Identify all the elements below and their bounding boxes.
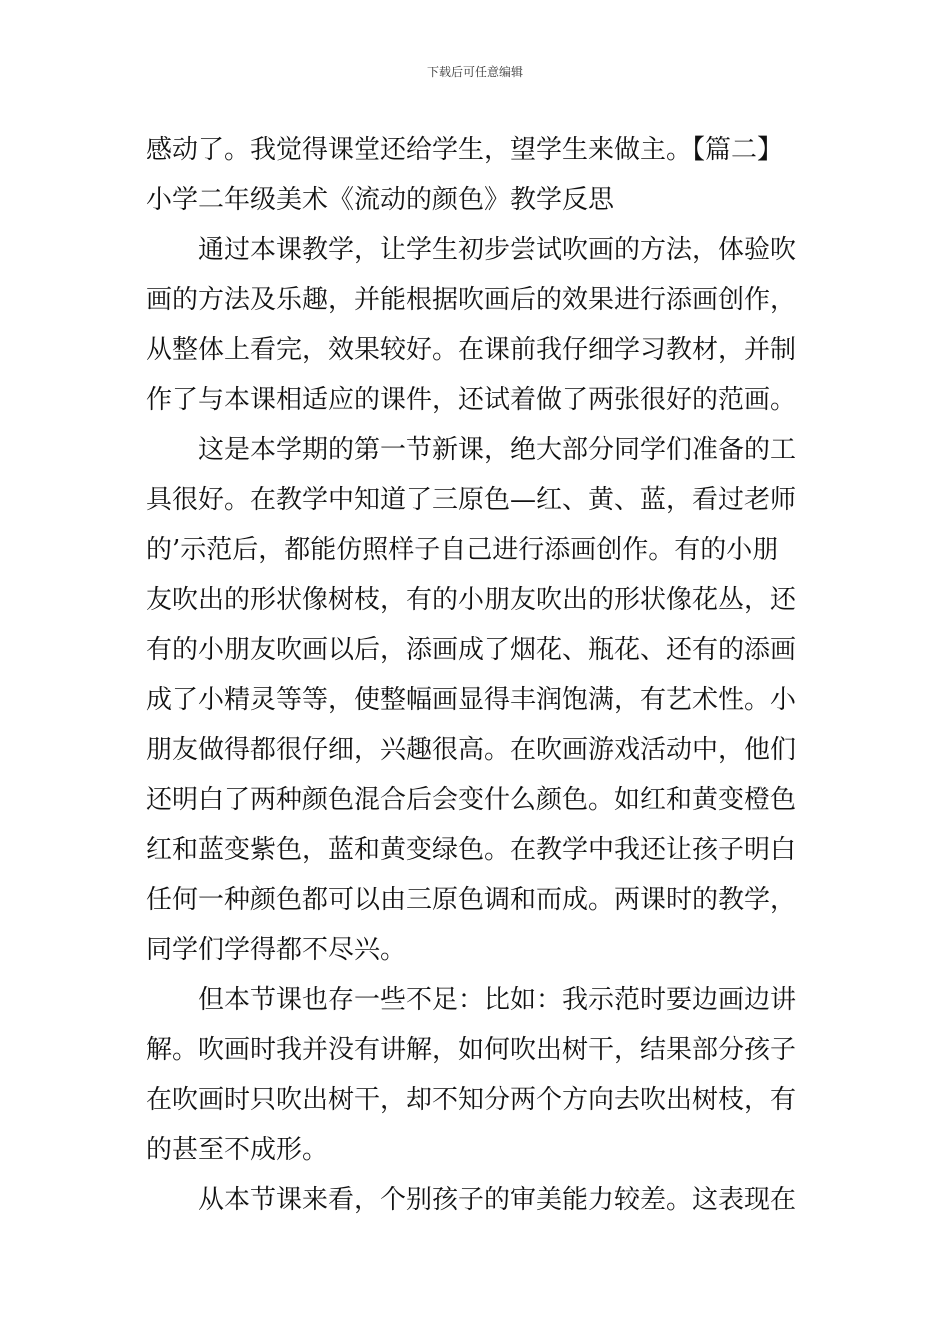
page-header: 下载后可任意编辑 [426, 65, 523, 79]
text-line: 还明白了两种颜色混合后会变什么颜色。如红和黄变橙色 [146, 785, 797, 815]
text-line: 的’示范后，都能仿照样子自己进行添画创作。有的小朋 [146, 535, 779, 565]
text-line: 成了小精灵等等，使整幅画显得丰润饱满，有艺术性。小 [146, 685, 797, 715]
paragraph-start: 通过本课教学，让学生初步尝试吹画的方法，体验吹 [198, 235, 797, 265]
text-line: 同学们学得都不尽兴。 [146, 935, 407, 965]
document-body [146, 125, 806, 1225]
paragraph-start: 但本节课也存一些不足：比如：我示范时要边画边讲 [198, 985, 797, 1015]
text-line: 从整体上看完，效果较好。在课前我仔细学习教材，并制 [146, 335, 797, 365]
text-line: 朋友做得都很仔细，兴趣很高。在吹画游戏活动中，他们 [146, 735, 797, 765]
text-line: 有的小朋友吹画以后，添画成了烟花、瓶花、还有的添画 [146, 635, 797, 665]
text-line: 作了与本课相适应的课件，还试着做了两张很好的范画。 [146, 385, 797, 415]
text-line: 任何一种颜色都可以由三原色调和而成。两课时的教学， [146, 885, 797, 915]
text-line: 红和蓝变紫色，蓝和黄变绿色。在教学中我还让孩子明白 [146, 835, 797, 865]
paragraph-start: 从本节课来看，个别孩子的审美能力较差。这表现在 [198, 1185, 797, 1215]
text-line: 解。吹画时我并没有讲解，如何吹出树干，结果部分孩子 [146, 1035, 797, 1065]
text-line: 友吹出的形状像树枝，有的小朋友吹出的形状像花丛，还 [146, 585, 797, 615]
text-line: 的甚至不成形。 [146, 1135, 329, 1165]
text-line: 感动了。我觉得课堂还给学生，望学生来做主。【篇二】 [146, 135, 784, 165]
text-line: 画的方法及乐趣，并能根据吹画后的效果进行添画创作， [146, 285, 797, 315]
text-line: 在吹画时只吹出树干，却不知分两个方向去吹出树枝，有 [146, 1085, 797, 1115]
text-line: 具很好。在教学中知道了三原色—红、黄、蓝，看过老师 [146, 485, 797, 515]
paragraph-start: 这是本学期的第一节新课，绝大部分同学们准备的工 [198, 435, 797, 465]
section-title: 小学二年级美术《流动的颜色》教学反思 [146, 185, 615, 215]
